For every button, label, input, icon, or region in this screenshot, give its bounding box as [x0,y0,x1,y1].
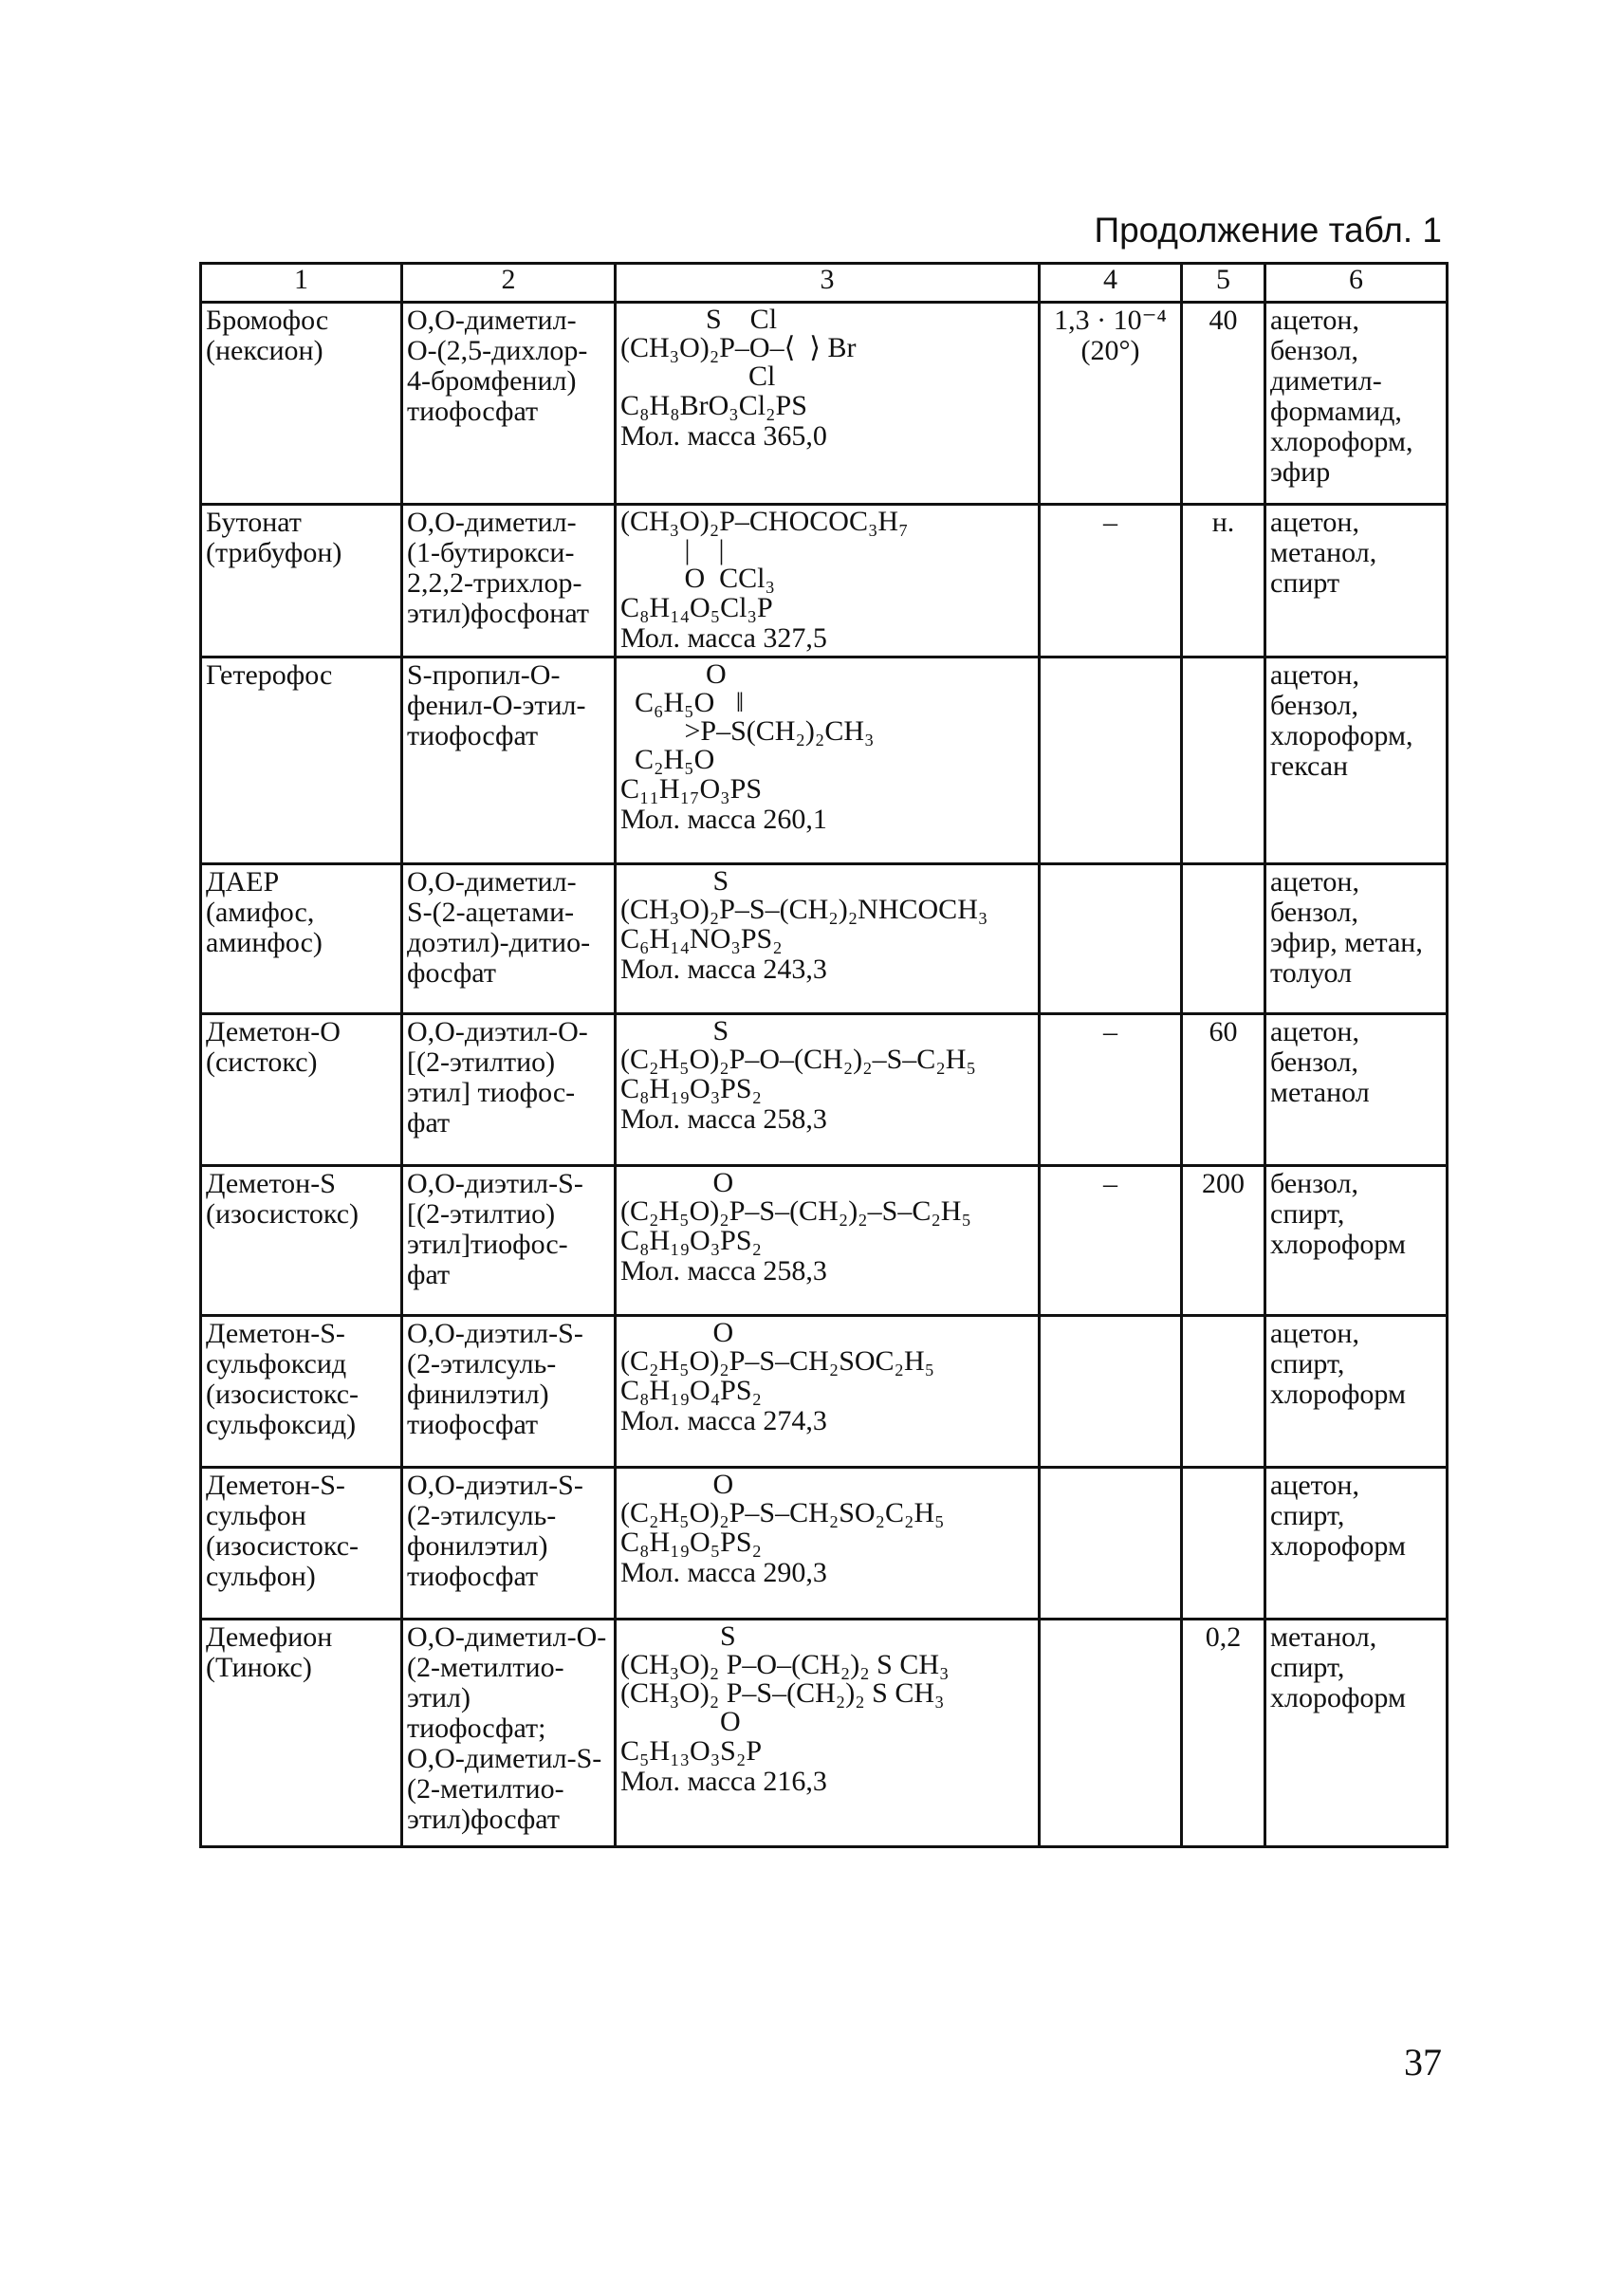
chemical-name: О,О-диметил-О- (2-метилтио- этил) тиофосфат; О,О-диметил-S- (2-метилтио- этил)фосфат [407,1621,607,1835]
solvents-list: ацетон, бензол, эфир, метан, толуол [1270,866,1423,989]
cell-name [201,864,402,1014]
solubility-value: 60 [1209,1016,1238,1047]
molecular-formula: C₈H₁₄O₅Cl₃P [620,592,773,623]
compound-name: Демефион (Тинокс) [206,1621,333,1683]
page-number: 37 [1404,2041,1442,2083]
solvents-list: ацетон, бензол, хлороформ, гексан [1270,659,1413,782]
compounds-table [199,262,1449,1848]
molecular-mass: Мол. масса 216,3 [620,1766,827,1797]
column-header: 6 [1265,264,1448,303]
molecular-formula: C₈H₁₉O₃PS₂ [620,1073,763,1104]
column-header: 1 [201,264,402,303]
cell-col5 [1182,1620,1265,1847]
cell-formula [616,1014,1040,1166]
cell-formula [616,864,1040,1014]
compound-name: Деметон-S (изосистокс) [206,1168,360,1230]
solubility-value: 200 [1202,1168,1245,1199]
cell-name [201,1166,402,1316]
solvents-list: метанол, спирт, хлороформ [1270,1621,1406,1713]
cell-solvents [1265,1014,1448,1166]
chemical-name: О,О-диметил- О-(2,5-дихлор- 4-бромфенил) тиофосфат [407,305,588,427]
table-row [201,1166,1448,1316]
table-row [201,1468,1448,1620]
chemical-name: О,О-диметил- (1-бутирокси- 2,2,2-трихлор- этил)фосфонат [407,507,590,629]
cell-formula [616,657,1040,864]
vapor-pressure-value: – [1103,1016,1117,1047]
cell-name [201,303,402,505]
column-header: 3 [616,264,1040,303]
cell-name [201,657,402,864]
cell-name [201,1620,402,1847]
cell-col4 [1040,505,1182,657]
cell-col4 [1040,1316,1182,1468]
solvents-list: ацетон, спирт, хлороформ [1270,1318,1406,1410]
compound-name: Гетерофос [206,659,333,691]
cell-formula [616,1316,1040,1468]
molecular-formula: C₆H₁₄NO₃PS₂ [620,923,783,954]
table-row [201,505,1448,657]
cell-col5 [1182,864,1265,1014]
structural-formula: O C₆H₅O ‖ >P–S(CH₂)₂CH₃ C₂H₅O [635,658,875,775]
column-header: 2 [402,264,616,303]
cell-col5 [1182,303,1265,505]
molecular-mass: Мол. масса 327,5 [620,622,827,654]
cell-chemical-name [402,505,616,657]
chemical-name: О,О-диэтил-О- [(2-этилтио) этил] тиофос- фат [407,1016,588,1139]
solvents-list: ацетон, бензол, диметил- формамид, хлороформ, эфир [1270,305,1413,488]
cell-name [201,505,402,657]
compound-name: ДАЕР (амифос, аминфос) [206,866,323,958]
cell-solvents [1265,505,1448,657]
table-row [201,1316,1448,1468]
column-header: 5 [1182,264,1265,303]
molecular-mass: Мол. масса 260,1 [620,804,827,835]
solvents-list: ацетон, метанол, спирт [1270,507,1377,599]
molecular-formula: C₈H₁₉O₃PS₂ [620,1225,763,1256]
solubility-value: 0,2 [1205,1621,1242,1653]
cell-col5 [1182,1316,1265,1468]
molecular-mass: Мол. масса 258,3 [620,1255,827,1287]
cell-chemical-name [402,1166,616,1316]
cell-chemical-name [402,657,616,864]
cell-chemical-name [402,1316,616,1468]
cell-name [201,1014,402,1166]
molecular-formula: C₈H₁₉O₅PS₂ [620,1527,763,1558]
molecular-mass: Мол. масса 274,3 [620,1405,827,1436]
chemical-name: О,О-диэтил-S- (2-этилсуль- фонилэтил) тиофосфат [407,1470,583,1592]
table-row [201,864,1448,1014]
chemical-name: О,О-диэтил-S- [(2-этилтио) этил]тиофос- фат [407,1168,583,1290]
cell-solvents [1265,1316,1448,1468]
structural-formula: O (C₂H₅O)₂P–S–CH₂SO₂C₂H₅ [620,1469,945,1528]
solvents-list: бензол, спирт, хлороформ [1270,1168,1406,1260]
table-row [201,1620,1448,1847]
compound-name: Бромофос (нексион) [206,305,329,366]
cell-formula [616,505,1040,657]
cell-col4 [1040,303,1182,505]
cell-formula [616,1468,1040,1620]
molecular-mass: Мол. масса 365,0 [620,420,827,452]
structural-formula: S (CH₃O)₂ P–O–(CH₂)₂ S CH₃ (CH₃O)₂ P–S–(CH₂)₂ S CH₃ O [620,1620,950,1737]
solvents-list: ацетон, спирт, хлороформ [1270,1470,1406,1562]
molecular-formula: C₅H₁₃O₃S₂P [620,1735,763,1767]
chemical-name: О,О-диметил- S-(2-ацетами- доэтил)-дитио- фосфат [407,866,591,989]
header-row [201,264,1448,303]
column-header: 4 [1040,264,1182,303]
cell-chemical-name [402,1620,616,1847]
cell-chemical-name [402,1468,616,1620]
structural-formula: (CH₃O)₂P–CHOCOC₃H₇ | | O CCl₃ [620,506,909,594]
solubility-value: н. [1211,507,1235,538]
cell-chemical-name [402,1014,616,1166]
cell-formula [616,1620,1040,1847]
cell-solvents [1265,657,1448,864]
cell-solvents [1265,1166,1448,1316]
cell-col4 [1040,1620,1182,1847]
cell-solvents [1265,1468,1448,1620]
cell-name [201,1316,402,1468]
molecular-mass: Мол. масса 258,3 [620,1103,827,1135]
compound-name: Бутонат (трибуфон) [206,507,342,568]
cell-col5 [1182,657,1265,864]
cell-chemical-name [402,864,616,1014]
vapor-pressure-value: – [1103,507,1117,538]
cell-col4 [1040,1468,1182,1620]
cell-chemical-name [402,303,616,505]
cell-col4 [1040,1014,1182,1166]
cell-formula [616,303,1040,505]
structural-formula: S Cl (CH₃O)₂P–O–⟨ ⟩ Br Cl [620,304,857,392]
chemical-name: О,О-диэтил-S- (2-этилсуль- финилэтил) тиофосфат [407,1318,583,1440]
molecular-formula: C₁₁H₁₇O₃PS [620,773,763,805]
table-row [201,303,1448,505]
cell-col4 [1040,864,1182,1014]
solubility-value: 40 [1209,305,1238,336]
cell-col4 [1040,1166,1182,1316]
cell-formula [616,1166,1040,1316]
chemical-name: S-пропил-О- фенил-О-этил- тиофосфат [407,659,586,751]
cell-col4 [1040,657,1182,864]
molecular-mass: Мол. масса 243,3 [620,954,827,985]
compound-name: Деметон-О (систокс) [206,1016,341,1078]
cell-col5 [1182,505,1265,657]
cell-col5 [1182,1468,1265,1620]
cell-solvents [1265,303,1448,505]
cell-solvents [1265,1620,1448,1847]
vapor-pressure-value: 1,3 · 10⁻⁴ (20°) [1054,305,1167,366]
solvents-list: ацетон, бензол, метанол [1270,1016,1370,1108]
table-caption: Продолжение табл. 1 [1094,211,1442,250]
structural-formula: O (C₂H₅O)₂P–S–(CH₂)₂–S–C₂H₅ [620,1167,971,1227]
structural-formula: O (C₂H₅O)₂P–S–CH₂SOC₂H₅ [620,1317,935,1377]
cell-col5 [1182,1166,1265,1316]
structural-formula: S (CH₃O)₂P–S–(CH₂)₂NHCOCH₃ [620,865,988,925]
compound-name: Деметон-S- сульфоксид (изосистокс- сульфоксид) [206,1318,360,1440]
vapor-pressure-value: – [1103,1168,1117,1199]
cell-col5 [1182,1014,1265,1166]
structural-formula: S (C₂H₅O)₂P–O–(CH₂)₂–S–C₂H₅ [620,1015,976,1075]
table-row [201,1014,1448,1166]
compound-name: Деметон-S- сульфон (изосистокс- сульфон) [206,1470,360,1592]
molecular-formula: C₈H₁₉O₄PS₂ [620,1375,763,1406]
cell-name [201,1468,402,1620]
table-row [201,657,1448,864]
table-body [201,303,1448,1847]
molecular-formula: C₈H₈BrO₃Cl₂PS [620,390,807,421]
molecular-mass: Мол. масса 290,3 [620,1557,827,1588]
cell-solvents [1265,864,1448,1014]
